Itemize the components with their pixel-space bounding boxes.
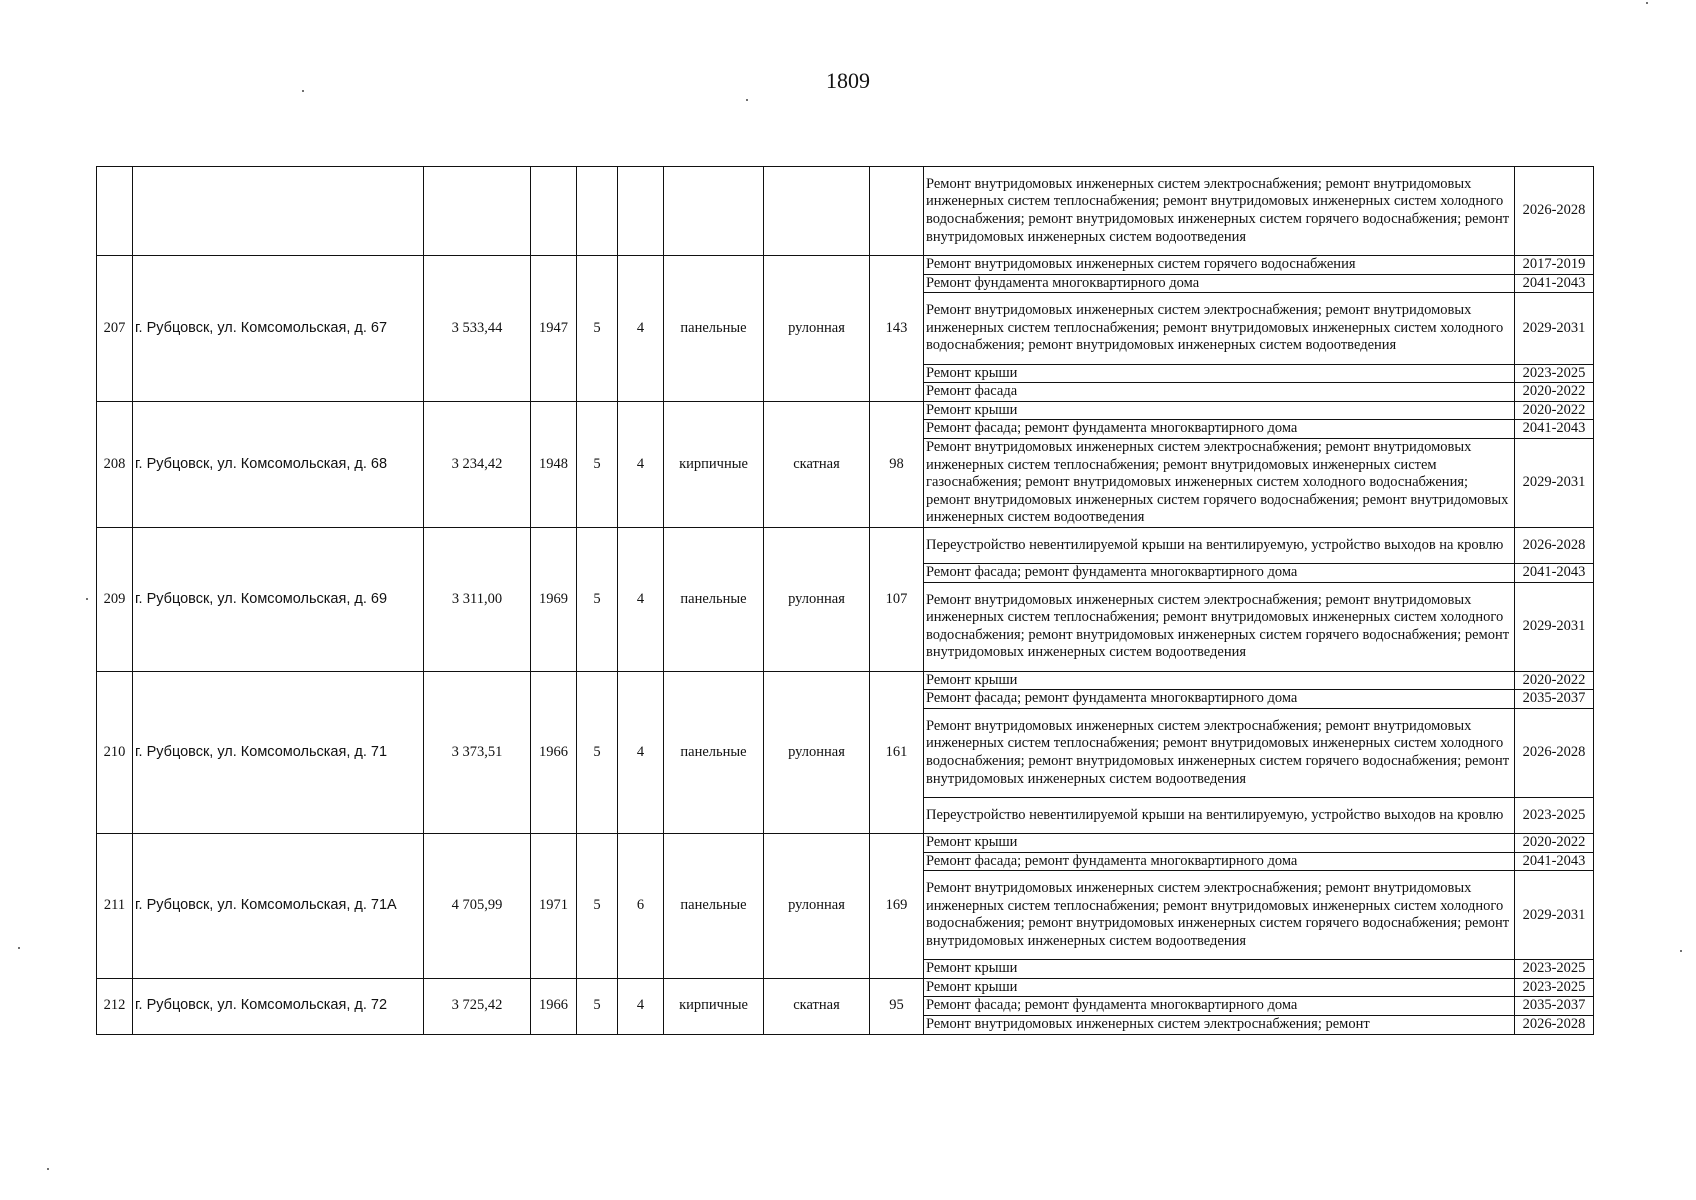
work-description: Ремонт фасада; ремонт фундамента многоквартирного дома	[924, 564, 1515, 583]
house-address: г. Рубцовск, ул. Комсомольская, д. 67	[133, 256, 424, 402]
entrances-count: 4	[618, 978, 664, 1034]
work-period: 2020-2022	[1515, 383, 1594, 402]
empty-cell	[133, 167, 424, 256]
work-description: Ремонт фасада; ремонт фундамента многоквартирного дома	[924, 420, 1515, 439]
empty-cell	[424, 167, 531, 256]
work-description: Ремонт внутридомовых инженерных систем электроснабжения; ремонт внутридомовых инженерных систем теплоснабжения; ремонт внутридомовых инженерных систем холодного водоснабжения; ремонт внутридомовых инженерных систем горячего водоснабжения; ремонт внутридомовых инженерных систем водоотведения	[924, 167, 1515, 256]
work-description: Переустройство невентилируемой крыши на вентилируемую, устройство выходов на кровлю	[924, 527, 1515, 563]
roof-type: скатная	[764, 978, 870, 1034]
entrances-count: 4	[618, 671, 664, 833]
work-period: 2029-2031	[1515, 582, 1594, 671]
table-row	[97, 671, 1594, 690]
roof-type: рулонная	[764, 671, 870, 833]
empty-cell	[870, 167, 924, 256]
empty-cell	[664, 167, 764, 256]
work-description: Ремонт крыши	[924, 978, 1515, 997]
row-number: 210	[97, 671, 133, 833]
scan-speck	[1680, 950, 1682, 952]
table-row	[97, 256, 1594, 275]
entrances-count: 6	[618, 834, 664, 979]
table-row	[97, 167, 1594, 256]
work-description: Ремонт крыши	[924, 960, 1515, 979]
work-description: Ремонт фасада; ремонт фундамента многоквартирного дома	[924, 852, 1515, 871]
work-description: Ремонт фундамента многоквартирного дома	[924, 274, 1515, 293]
work-description: Ремонт фасада	[924, 383, 1515, 402]
work-period: 2020-2022	[1515, 834, 1594, 853]
row-number: 208	[97, 401, 133, 527]
work-description: Ремонт внутридомовых инженерных систем электроснабжения; ремонт внутридомовых инженерных систем теплоснабжения; ремонт внутридомовых инженерных систем холодного водоснабжения; ремонт внутридомовых инженерных систем горячего водоснабжения; ремонт внутридомовых инженерных систем водоотведения	[924, 708, 1515, 797]
house-area: 3 311,00	[424, 527, 531, 671]
work-period: 2020-2022	[1515, 671, 1594, 690]
wall-material: кирпичные	[664, 978, 764, 1034]
row-number: 212	[97, 978, 133, 1034]
work-description: Ремонт внутридомовых инженерных систем электроснабжения; ремонт внутридомовых инженерных систем теплоснабжения; ремонт внутридомовых инженерных систем холодного водоснабжения; ремонт внутридомовых инженерных систем водоотведения	[924, 293, 1515, 364]
house-address: г. Рубцовск, ул. Комсомольская, д. 71	[133, 671, 424, 833]
work-description: Ремонт крыши	[924, 364, 1515, 383]
wall-material: панельные	[664, 527, 764, 671]
wall-material: панельные	[664, 671, 764, 833]
work-description: Ремонт внутридомовых инженерных систем электроснабжения; ремонт	[924, 1016, 1515, 1035]
work-description: Ремонт внутридомовых инженерных систем горячего водоснабжения	[924, 256, 1515, 275]
work-period: 2041-2043	[1515, 420, 1594, 439]
work-description: Ремонт крыши	[924, 671, 1515, 690]
work-description: Переустройство невентилируемой крыши на вентилируемую, устройство выходов на кровлю	[924, 797, 1515, 833]
work-description: Ремонт фасада; ремонт фундамента многоквартирного дома	[924, 997, 1515, 1016]
apartments-count: 98	[870, 401, 924, 527]
empty-cell	[577, 167, 618, 256]
scan-speck	[47, 1168, 49, 1170]
work-period: 2035-2037	[1515, 690, 1594, 709]
scan-speck	[746, 99, 748, 101]
house-area: 3 373,51	[424, 671, 531, 833]
table-body	[97, 167, 1594, 1035]
build-year: 1948	[531, 401, 577, 527]
scan-speck	[18, 947, 20, 949]
house-area: 3 533,44	[424, 256, 531, 402]
empty-cell	[618, 167, 664, 256]
work-period: 2023-2025	[1515, 960, 1594, 979]
work-description: Ремонт внутридомовых инженерных систем электроснабжения; ремонт внутридомовых инженерных систем теплоснабжения; ремонт внутридомовых инженерных систем газоснабжения; ремонт внутридомовых инженерных систем холодного водоснабжения; ремонт внутридомовых инженерных систем горячего водоснабжения; ремонт внутридомовых инженерных систем водоотведения	[924, 438, 1515, 527]
house-area: 3 725,42	[424, 978, 531, 1034]
build-year: 1966	[531, 978, 577, 1034]
entrances-count: 4	[618, 527, 664, 671]
apartments-count: 95	[870, 978, 924, 1034]
work-period: 2023-2025	[1515, 364, 1594, 383]
work-period: 2023-2025	[1515, 797, 1594, 833]
repair-schedule-table	[96, 166, 1594, 1035]
floors-count: 5	[577, 401, 618, 527]
table-row	[97, 834, 1594, 853]
work-period: 2041-2043	[1515, 852, 1594, 871]
house-address: г. Рубцовск, ул. Комсомольская, д. 71А	[133, 834, 424, 979]
build-year: 1947	[531, 256, 577, 402]
work-period: 2017-2019	[1515, 256, 1594, 275]
apartments-count: 107	[870, 527, 924, 671]
row-number: 207	[97, 256, 133, 402]
work-period: 2035-2037	[1515, 997, 1594, 1016]
wall-material: панельные	[664, 834, 764, 979]
apartments-count: 169	[870, 834, 924, 979]
work-description: Ремонт фасада; ремонт фундамента многоквартирного дома	[924, 690, 1515, 709]
house-address: г. Рубцовск, ул. Комсомольская, д. 69	[133, 527, 424, 671]
work-description: Ремонт крыши	[924, 834, 1515, 853]
floors-count: 5	[577, 834, 618, 979]
roof-type: скатная	[764, 401, 870, 527]
floors-count: 5	[577, 527, 618, 671]
work-period: 2041-2043	[1515, 564, 1594, 583]
empty-cell	[764, 167, 870, 256]
roof-type: рулонная	[764, 527, 870, 671]
house-address: г. Рубцовск, ул. Комсомольская, д. 68	[133, 401, 424, 527]
build-year: 1966	[531, 671, 577, 833]
entrances-count: 4	[618, 401, 664, 527]
empty-cell	[97, 167, 133, 256]
house-area: 3 234,42	[424, 401, 531, 527]
work-period: 2026-2028	[1515, 1016, 1594, 1035]
row-number: 209	[97, 527, 133, 671]
work-period: 2026-2028	[1515, 167, 1594, 256]
wall-material: кирпичные	[664, 401, 764, 527]
work-description: Ремонт внутридомовых инженерных систем электроснабжения; ремонт внутридомовых инженерных систем теплоснабжения; ремонт внутридомовых инженерных систем холодного водоснабжения; ремонт внутридомовых инженерных систем горячего водоснабжения; ремонт внутридомовых инженерных систем водоотведения	[924, 871, 1515, 960]
work-period: 2020-2022	[1515, 401, 1594, 420]
work-description: Ремонт внутридомовых инженерных систем электроснабжения; ремонт внутридомовых инженерных систем теплоснабжения; ремонт внутридомовых инженерных систем холодного водоснабжения; ремонт внутридомовых инженерных систем горячего водоснабжения; ремонт внутридомовых инженерных систем водоотведения	[924, 582, 1515, 671]
work-description: Ремонт крыши	[924, 401, 1515, 420]
table-row	[97, 401, 1594, 420]
apartments-count: 143	[870, 256, 924, 402]
table-row	[97, 527, 1594, 563]
work-period: 2041-2043	[1515, 274, 1594, 293]
work-period: 2026-2028	[1515, 708, 1594, 797]
page-number: 1809	[826, 68, 870, 93]
house-area: 4 705,99	[424, 834, 531, 979]
scan-speck	[302, 90, 304, 92]
wall-material: панельные	[664, 256, 764, 402]
entrances-count: 4	[618, 256, 664, 402]
work-period: 2029-2031	[1515, 293, 1594, 364]
build-year: 1969	[531, 527, 577, 671]
table-row	[97, 978, 1594, 997]
work-period: 2029-2031	[1515, 438, 1594, 527]
floors-count: 5	[577, 256, 618, 402]
floors-count: 5	[577, 671, 618, 833]
build-year: 1971	[531, 834, 577, 979]
work-period: 2026-2028	[1515, 527, 1594, 563]
floors-count: 5	[577, 978, 618, 1034]
house-address: г. Рубцовск, ул. Комсомольская, д. 72	[133, 978, 424, 1034]
row-number: 211	[97, 834, 133, 979]
roof-type: рулонная	[764, 256, 870, 402]
scan-speck	[86, 598, 88, 600]
work-period: 2029-2031	[1515, 871, 1594, 960]
roof-type: рулонная	[764, 834, 870, 979]
apartments-count: 161	[870, 671, 924, 833]
scan-speck	[1646, 2, 1648, 4]
work-period: 2023-2025	[1515, 978, 1594, 997]
empty-cell	[531, 167, 577, 256]
